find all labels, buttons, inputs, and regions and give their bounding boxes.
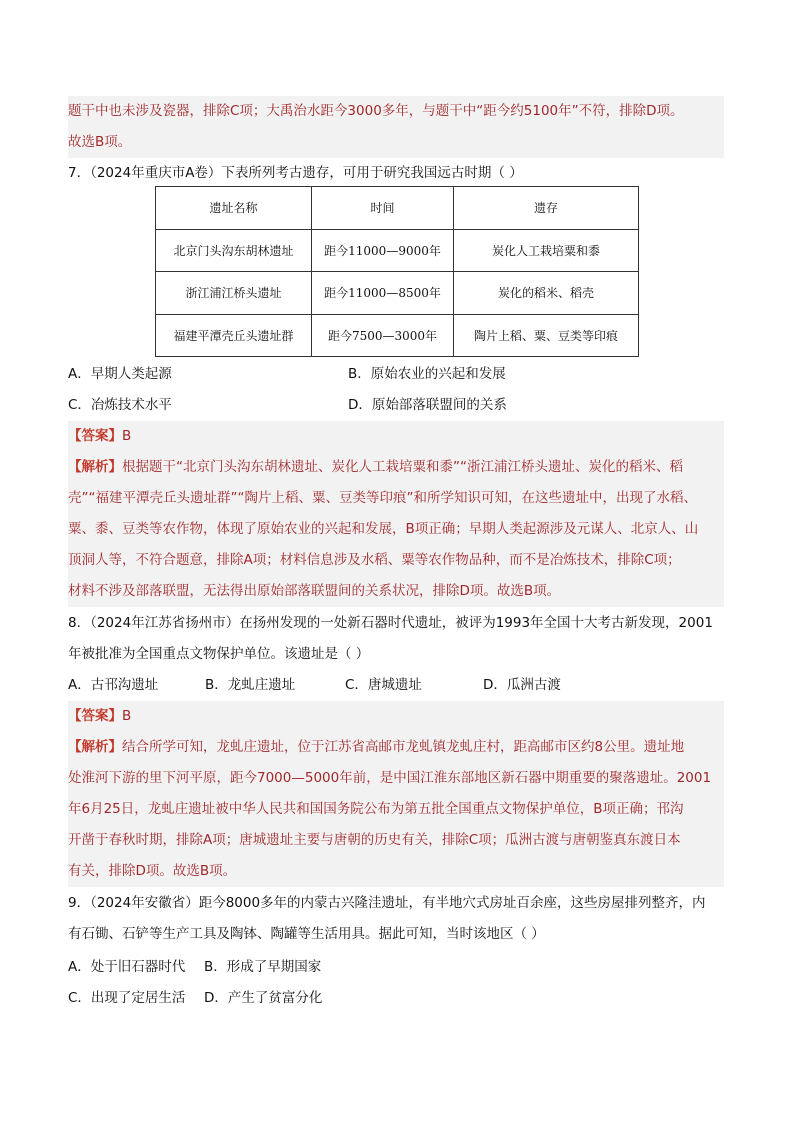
q7-analysis-line: 顶洞人等，不符合题意，排除A项；材料信息涉及水稻、粟等农作物品种，而不是冶炼技术，排除C项； <box>68 552 681 568</box>
table-cell: 距今11000—9000年 <box>312 229 454 272</box>
q8-stem <box>68 608 724 670</box>
table-cell: 距今11000—8500年 <box>312 272 454 315</box>
q8-stem-line: 8．（2024年江苏省扬州市）在扬州发现的一处新石器时代遗址，被评为1993年全国十大考古新发现，2001 <box>68 615 713 631</box>
analysis-tag: 【解析】 <box>68 739 122 755</box>
q9-stem-line: 9．（2024年安徽省）距今8000多年的内蒙古兴隆洼遗址，有半地穴式房址百余座，这些房屋排列整齐，内 <box>68 895 706 911</box>
answer-tag: 【答案】 <box>68 428 122 444</box>
q7-stem-line: 7．（2024年重庆市A卷）下表所列考古遗存，可用于研究我国远古时期（ ） <box>68 165 523 181</box>
prev-analysis-line: 故选B项。 <box>68 134 132 150</box>
table-row <box>156 272 639 315</box>
q9-option-d[interactable]: D．产生了贫富分化 <box>204 990 323 1006</box>
table-row <box>156 314 639 357</box>
q9-stem-line: 有石锄、石铲等生产工具及陶钵、陶罐等生活用具。据此可知，当时该地区（ ） <box>68 926 545 942</box>
table-cell: 距今7500—3000年 <box>312 314 454 357</box>
analysis-text: 根据题干“北京门头沟东胡林遗址、炭化人工栽培粟和黍”“浙江浦江桥头遗址、炭化的稻米、稻 <box>122 459 683 475</box>
q7-answer-line <box>68 421 724 452</box>
q7-option-d[interactable]: D．原始部落联盟间的关系 <box>348 397 507 413</box>
q8-analysis-line: 处淮河下游的里下河平原，距今7000—5000年前，是中国江淮东部地区新石器中期重要的聚落遗址。2001 <box>68 770 712 786</box>
q7-answer-block <box>68 421 724 607</box>
analysis-tag: 【解析】 <box>68 459 122 475</box>
q9-options-row <box>68 952 724 983</box>
q7-options-row <box>68 390 724 421</box>
q8-analysis-line: 有关，排除D项。故选B项。 <box>68 863 237 879</box>
prev-analysis-block <box>68 96 724 158</box>
table-cell: 福建平潭壳丘头遗址群 <box>156 314 312 357</box>
q9-option-c[interactable]: C．出现了定居生活 <box>68 990 186 1006</box>
q8-analysis-line <box>68 732 724 763</box>
table-cell: 北京门头沟东胡林遗址 <box>156 229 312 272</box>
q7-stem <box>68 158 724 189</box>
q9-options-row <box>68 983 724 1014</box>
q8-answer-block <box>68 701 724 887</box>
q7-analysis-line <box>68 452 724 483</box>
q8-option-d[interactable]: D．瓜洲古渡 <box>483 677 561 693</box>
q7-analysis-line: 壳”“福建平潭壳丘头遗址群”“陶片上稻、粟、豆类等印痕”和所学知识可知，在这些遗址中，出现了水稻、 <box>68 490 697 506</box>
q7-analysis-line: 材料不涉及部落联盟，无法得出原始部落联盟间的关系状况，排除D项。故选B项。 <box>68 583 561 599</box>
q7-option-a[interactable]: A．早期人类起源 <box>68 366 172 382</box>
q8-analysis-line: 开凿于春秋时期，排除A项；唐城遗址主要与唐朝的历史有关，排除C项；瓜洲古渡与唐朝鉴真东渡日本 <box>68 832 681 848</box>
q7-relics-table <box>155 186 639 357</box>
q8-options-row <box>68 670 724 701</box>
q7-option-c[interactable]: C．冶炼技术水平 <box>68 397 172 413</box>
analysis-text: 结合所学可知，龙虬庄遗址，位于江苏省高邮市龙虬镇龙虬庄村，距高邮市区约8公里。遗址地 <box>122 739 685 755</box>
q8-answer-value: B <box>122 708 132 724</box>
q9-option-a[interactable]: A．处于旧石器时代 <box>68 959 186 975</box>
table-cell: 炭化的稻米、稻壳 <box>454 272 639 315</box>
table-row <box>156 229 639 272</box>
answer-tag: 【答案】 <box>68 708 122 724</box>
q7-analysis-line: 粟、黍、豆类等农作物，体现了原始农业的兴起和发展，B项正确；早期人类起源涉及元谋人、北京人、山 <box>68 521 699 537</box>
q8-option-a[interactable]: A．古邗沟遗址 <box>68 677 159 693</box>
q8-analysis-line: 年6月25日，龙虬庄遗址被中华人民共和国国务院公布为第五批全国重点文物保护单位，B项正确；邗沟 <box>68 801 684 817</box>
table-header-cell: 时间 <box>312 187 454 230</box>
q7-options-row <box>68 359 724 390</box>
prev-analysis-line: 题干中也未涉及瓷器，排除C项；大禹治水距今3000多年，与题干中“距今约5100年”不符，排除D项。 <box>68 103 684 119</box>
q8-option-c[interactable]: C．唐城遗址 <box>345 677 422 693</box>
table-header-row <box>156 187 639 230</box>
table-cell: 炭化人工栽培粟和黍 <box>454 229 639 272</box>
q8-stem-line: 年被批准为全国重点文物保护单位。该遗址是（ ） <box>68 646 370 662</box>
table-header-cell: 遗址名称 <box>156 187 312 230</box>
table-cell: 浙江浦江桥头遗址 <box>156 272 312 315</box>
q7-options <box>68 359 724 421</box>
q7-option-b[interactable]: B．原始农业的兴起和发展 <box>348 366 506 382</box>
q9-stem <box>68 888 724 950</box>
table-cell: 陶片上稻、粟、豆类等印痕 <box>454 314 639 357</box>
q8-options <box>68 670 724 701</box>
q8-answer-line <box>68 701 724 732</box>
q7-answer-value: B <box>122 428 132 444</box>
q9-option-b[interactable]: B．形成了早期国家 <box>204 959 322 975</box>
q9-options <box>68 952 724 1014</box>
table-header-cell: 遗存 <box>454 187 639 230</box>
q8-option-b[interactable]: B．龙虬庄遗址 <box>205 677 296 693</box>
